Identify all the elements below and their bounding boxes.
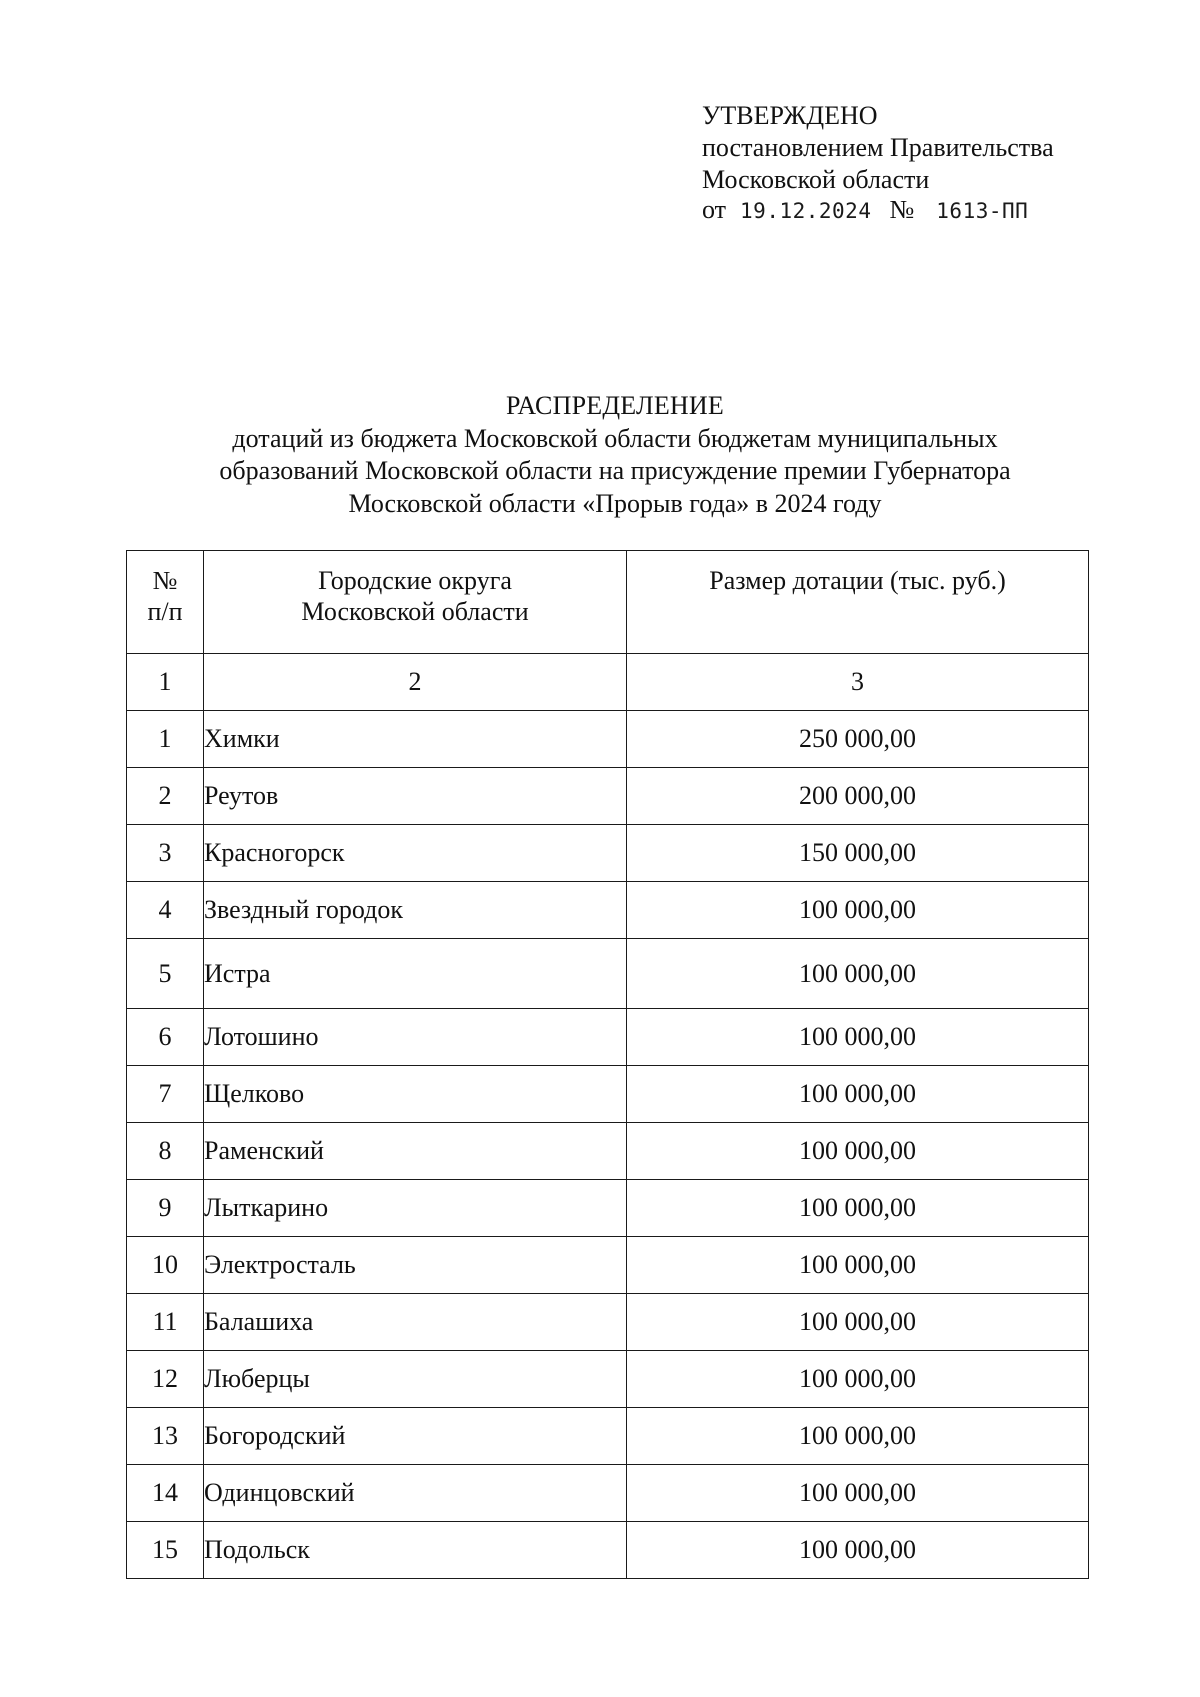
table-body: [127, 711, 1089, 1579]
row-number: 14: [127, 1465, 204, 1522]
district-name: Люберцы: [204, 1351, 627, 1408]
district-name: Балашиха: [204, 1294, 627, 1351]
table-row: [127, 1351, 1089, 1408]
row-number: 4: [127, 882, 204, 939]
row-number: 13: [127, 1408, 204, 1465]
document-title-block: [0, 390, 1200, 520]
grant-amount: 100 000,00: [627, 1123, 1089, 1180]
approval-stamp: [702, 100, 1054, 227]
row-number: 9: [127, 1180, 204, 1237]
grant-amount: 100 000,00: [627, 939, 1089, 1009]
table-row: [127, 1066, 1089, 1123]
district-name: Электросталь: [204, 1237, 627, 1294]
district-name: Лотошино: [204, 1009, 627, 1066]
table-row: [127, 1237, 1089, 1294]
grant-amount: 100 000,00: [627, 1237, 1089, 1294]
document-subtitle-line: Московской области «Прорыв года» в 2024 году: [348, 488, 882, 518]
row-number: 5: [127, 939, 204, 1009]
header-district-line-1: Городские округа: [318, 566, 512, 595]
column-number: 1: [127, 654, 204, 711]
grant-amount: 100 000,00: [627, 1180, 1089, 1237]
table-row: [127, 1180, 1089, 1237]
table-header-row: [127, 551, 1089, 654]
district-name: Одинцовский: [204, 1465, 627, 1522]
district-name: Реутов: [204, 768, 627, 825]
grant-amount: 200 000,00: [627, 768, 1089, 825]
district-name: Химки: [204, 711, 627, 768]
district-name: Лыткарино: [204, 1180, 627, 1237]
column-number: 2: [204, 654, 627, 711]
grant-amount: 100 000,00: [627, 1294, 1089, 1351]
table-row: [127, 1009, 1089, 1066]
grant-amount: 150 000,00: [627, 825, 1089, 882]
table-row: [127, 882, 1089, 939]
table-row: [127, 768, 1089, 825]
table-row: [127, 1408, 1089, 1465]
header-amount: [627, 551, 1089, 654]
header-num: [127, 551, 204, 654]
table-row: [127, 1294, 1089, 1351]
header-district-line-2: Московской области: [301, 597, 529, 626]
table-row: [127, 1522, 1089, 1579]
grant-amount: 100 000,00: [627, 1009, 1089, 1066]
column-number: 3: [627, 654, 1089, 711]
document-heading: РАСПРЕДЕЛЕНИЕ: [506, 391, 724, 420]
column-numbers-row: [127, 654, 1089, 711]
document-subtitle-line: дотаций из бюджета Московской области бюджетам муниципальных: [232, 423, 998, 453]
district-name: Звездный городок: [204, 882, 627, 939]
approval-date-line: [702, 194, 1054, 227]
grant-amount: 100 000,00: [627, 1465, 1089, 1522]
row-number: 2: [127, 768, 204, 825]
district-name: Подольск: [204, 1522, 627, 1579]
row-number: 11: [127, 1294, 204, 1351]
document-subtitle-line: образований Московской области на присуждение премии Губернатора: [219, 456, 1011, 485]
header-num-line-2: п/п: [147, 597, 183, 626]
row-number: 8: [127, 1123, 204, 1180]
row-number: 6: [127, 1009, 204, 1066]
row-number: 3: [127, 825, 204, 882]
district-name: Богородский: [204, 1408, 627, 1465]
resolution-date: 19.12.2024: [740, 199, 872, 223]
approval-line-2: Московской области: [702, 165, 930, 194]
table-row: [127, 825, 1089, 882]
district-name: Истра: [204, 939, 627, 1009]
table-row: [127, 711, 1089, 768]
row-number: 12: [127, 1351, 204, 1408]
table-row: [127, 939, 1089, 1009]
approval-title: УТВЕРЖДЕНО: [702, 101, 878, 130]
grants-table: [126, 550, 1089, 1579]
header-num-line-1: №: [152, 566, 178, 595]
row-number: 15: [127, 1522, 204, 1579]
header-district: [204, 551, 627, 654]
resolution-number: 1613-ПП: [936, 199, 1029, 223]
from-label: от: [702, 195, 727, 224]
grant-amount: 100 000,00: [627, 1351, 1089, 1408]
grant-amount: 250 000,00: [627, 711, 1089, 768]
district-name: Щелково: [204, 1066, 627, 1123]
grant-amount: 100 000,00: [627, 1408, 1089, 1465]
grant-amount: 100 000,00: [627, 1522, 1089, 1579]
header-amount-label: Размер дотации (тыс. руб.): [709, 566, 1006, 595]
row-number: 7: [127, 1066, 204, 1123]
row-number: 1: [127, 711, 204, 768]
table-row: [127, 1465, 1089, 1522]
row-number: 10: [127, 1237, 204, 1294]
number-label: №: [889, 195, 915, 224]
grant-amount: 100 000,00: [627, 882, 1089, 939]
district-name: Красногорск: [204, 825, 627, 882]
table-row: [127, 1123, 1089, 1180]
grant-amount: 100 000,00: [627, 1066, 1089, 1123]
district-name: Раменский: [204, 1123, 627, 1180]
approval-line-1: постановлением Правительства: [702, 133, 1054, 162]
